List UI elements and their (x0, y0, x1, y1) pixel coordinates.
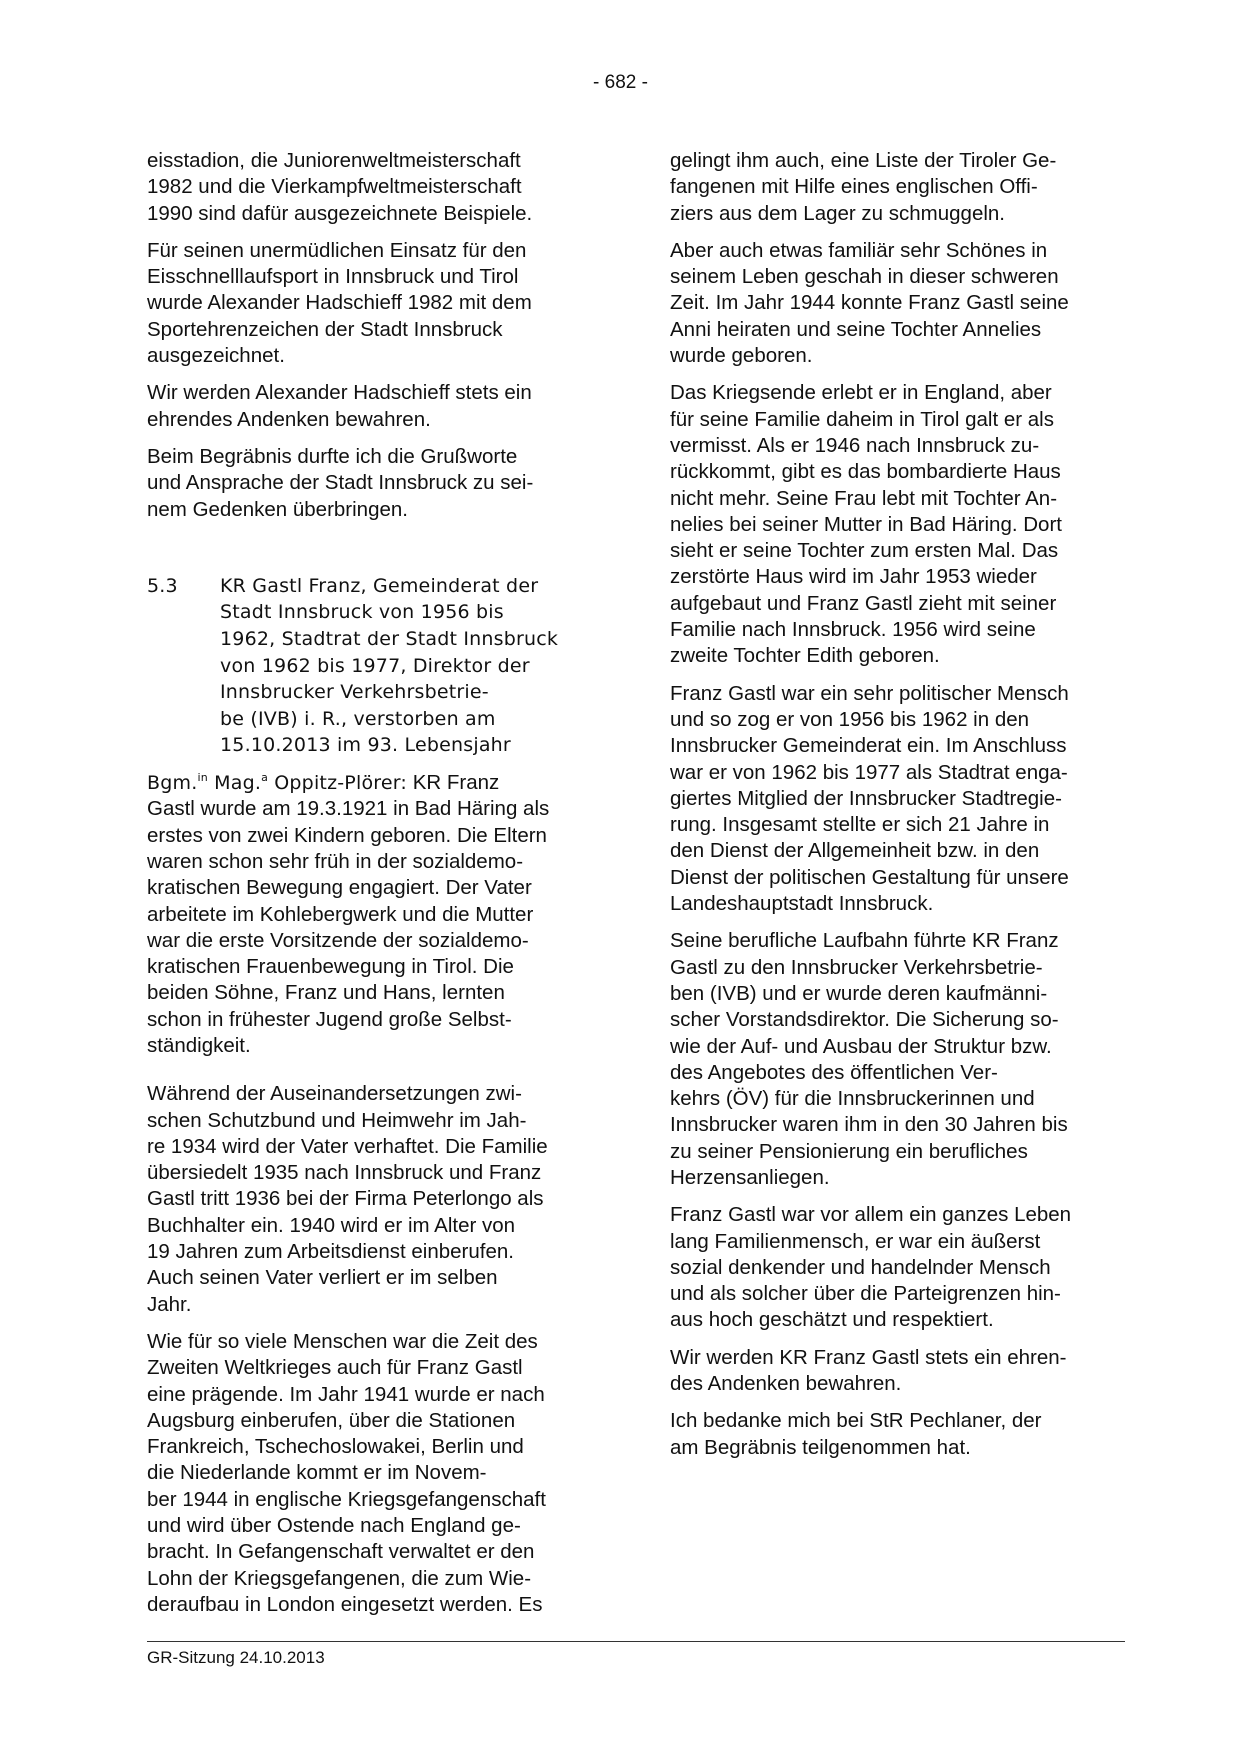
speaker-title: Mag. (207, 772, 262, 795)
footer-divider (147, 1641, 1125, 1642)
section-number: 5.3 (147, 574, 178, 597)
speaker-text: KR Franz Gastl wurde am 19.3.1921 in Bad Häring als erstes von zwei Kindern geboren. Die Eltern waren schon sehr früh in der sozialdemo- kratischen Bewegung engagiert. Der Vater arbeitete im Kohlebergwerk und die Mutter war die erste Vorsitzende der sozialdemo- kratischen Frauenbewegung in Tirol. Die beiden Söhne, Franz und Hans, lernten schon in frühester Jugend große Selbst- ständigkeit. (147, 771, 550, 1057)
right-column (670, 148, 1125, 1472)
speaker-paragraph (147, 770, 602, 1059)
left-column (147, 148, 602, 1629)
paragraph: Beim Begräbnis durfte ich die Grußworte und Ansprache der Stadt Innsbruck zu sei- nem Gedenken überbringen. (147, 444, 534, 521)
speaker-name: Oppitz-Plörer: (268, 772, 408, 795)
paragraph: Aber auch etwas familiär sehr Schönes in seinem Leben geschah in dieser schweren Zeit. Im Jahr 1944 konnte Franz Gastl seine Anni heiraten und seine Tochter Annelies wurde geboren. (670, 238, 1069, 368)
speaker-label (147, 772, 407, 794)
speaker-prefix: Bgm. (147, 772, 198, 795)
paragraph: Franz Gastl war vor allem ein ganzes Leben lang Familienmensch, er war ein äußerst sozial denkender und handelnder Mensch und als solcher über die Parteigrenzen hin- aus hoch geschätzt und respektiert. (670, 1203, 1072, 1332)
paragraph: Wir werden KR Franz Gastl stets ein ehren- des Andenken bewahren. (670, 1345, 1067, 1396)
speaker-sup-in: in (197, 771, 208, 785)
paragraph: Das Kriegsende erlebt er in England, aber für seine Familie daheim in Tirol galt er als vermisst. Als er 1946 nach Innsbruck zu- rückkommt, gibt es das bombardierte Haus nicht mehr. Seine Frau lebt mit Tochter An- nelies bei seiner Mutter in Bad Häring. Dort sieht er seine Tochter zum ersten Mal. Das zerstörte Haus wird im Jahr 1953 wieder aufgebaut und Franz Gastl zieht mit seiner Familie nach Innsbruck. 1956 wird seine zweite Tochter Edith geboren. (670, 381, 1062, 668)
paragraph: gelingt ihm auch, eine Liste der Tiroler Ge- fangenen mit Hilfe eines englischen Offi- ziers aus dem Lager zu schmuggeln. (670, 149, 1057, 225)
section-heading (147, 573, 602, 759)
speaker-sup-a: a (261, 771, 269, 785)
page-number: - 682 - (593, 72, 648, 93)
paragraph: Während der Auseinandersetzungen zwi- schen Schutzbund und Heimwehr im Jah- re 1934 wird der Vater verhaftet. Die Familie übersiedelt 1935 nach Innsbruck und Franz Gastl tritt 1936 bei der Firma Peterlongo als Buchhalter ein. 1940 wird er im Alter von 19 Jahren zum Arbeitsdienst einberufen. Auch seinen Vater verliert er im selben Jahr. (147, 1082, 548, 1316)
paragraph: Wir werden Alexander Hadschieff stets ein ehrendes Andenken bewahren. (147, 381, 532, 431)
paragraph: Ich bedanke mich bei StR Pechlaner, der am Begräbnis teilgenommen hat. (670, 1409, 1042, 1459)
paragraph: Seine berufliche Laufbahn führte KR Franz Gastl zu den Innsbrucker Verkehrsbetrie- ben (IVB) und er wurde deren kaufmänni- scher Vorstandsdirektor. Die Sicherung so- wie der Auf- und Ausbau der Struktur bzw. des Angebotes des öffentlichen Ver- kehrs (ÖV) für die Innsbruckerinnen und Innsbrucker waren ihm in den 30 Jahren bis zu seiner Pensionierung ein berufliches Herzensanliegen. (670, 929, 1068, 1189)
paragraph: Für seinen unermüdlichen Einsatz für den Eisschnelllaufsport in Innsbruck und Tirol wurde Alexander Hadschieff 1982 mit dem Sportehrenzeichen der Stadt Innsbruck ausgezeichnet. (147, 238, 532, 368)
footer-text: GR-Sitzung 24.10.2013 (147, 1648, 325, 1667)
section-title: KR Gastl Franz, Gemeinderat der Stadt Innsbruck von 1956 bis 1962, Stadtrat der Stadt Innsbruck von 1962 bis 1977, Direktor der Innsbrucker Verkehrsbetrie- be (IVB) i. R., verstorben am 15.10.2013 im 93. Lebensjahr (220, 574, 559, 757)
paragraph: Wie für so viele Menschen war die Zeit des Zweiten Weltkrieges auch für Franz Gastl eine prägende. Im Jahr 1941 wurde er nach Augsburg einberufen, über die Stationen Frankreich, Tschechoslowakei, Berlin und die Niederlande kommt er im Novem- ber 1944 in englische Kriegsgefangenschaft und wird über Ostende nach England ge- bracht. In Gefangenschaft verwaltet er den Lohn der Kriegsgefangenen, die zum Wie- deraufbau in London eingesetzt werden. Es (147, 1329, 546, 1616)
paragraph: Franz Gastl war ein sehr politischer Mensch und so zog er von 1956 bis 1962 in den Innsbrucker Gemeinderat ein. Im Anschluss war er von 1962 bis 1977 als Stadtrat enga- giertes Mitglied der Innsbrucker Stadtregie- rung. Insgesamt stellte er sich 21 Jahre in den Dienst der Allgemeinheit bzw. in den Dienst der politischen Gestaltung für unsere Landeshauptstadt Innsbruck. (670, 681, 1069, 916)
paragraph: eisstadion, die Juniorenweltmeisterschaft 1982 und die Vierkampfweltmeisterschaft 1990 sind dafür ausgezeichnete Beispiele. (147, 149, 533, 225)
